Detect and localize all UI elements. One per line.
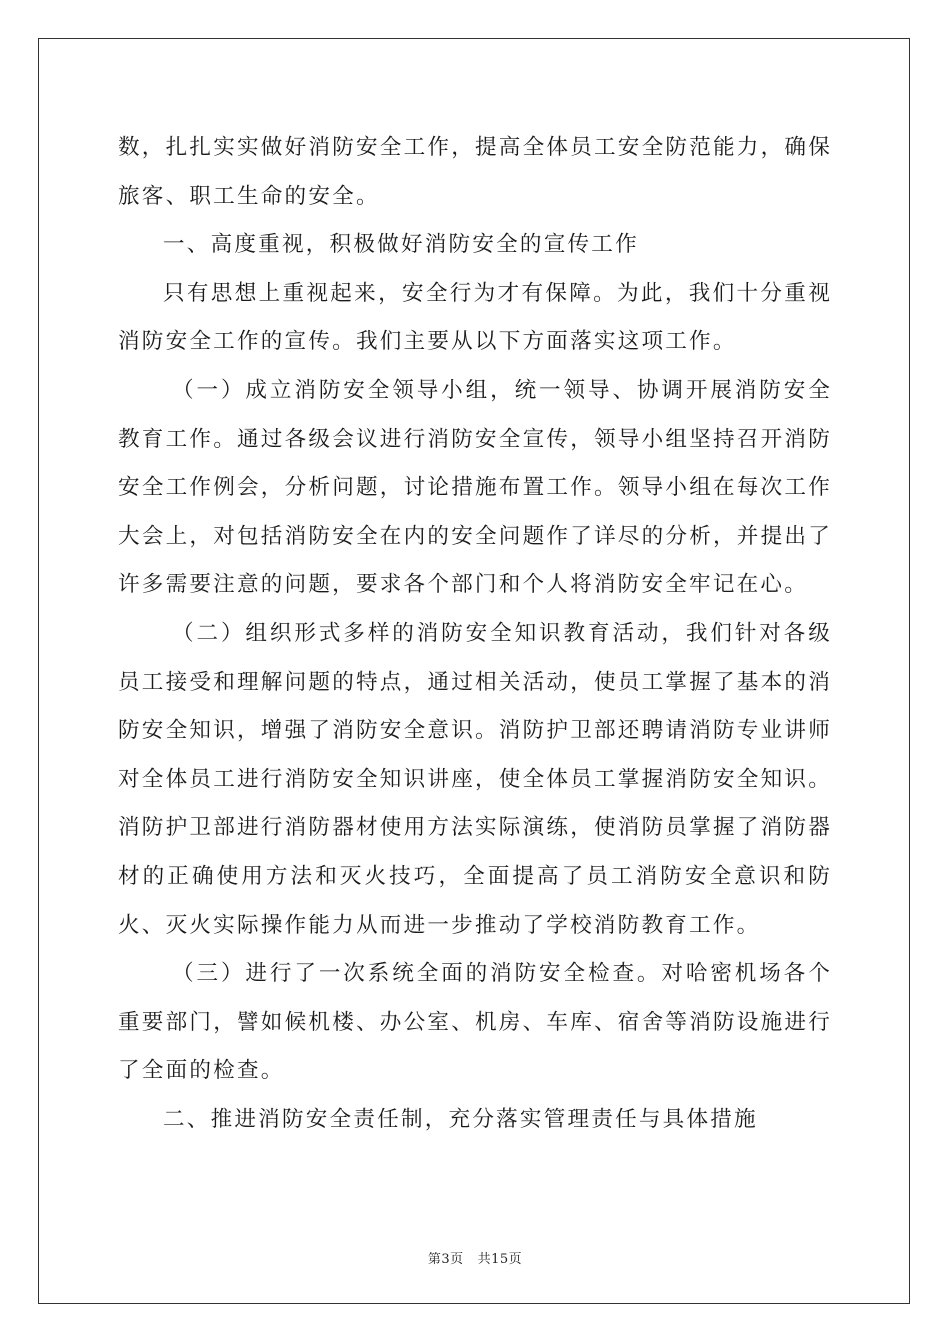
paragraph-continuation: 数，扎扎实实做好消防安全工作，提高全体员工安全防范能力，确保旅客、职工生命的安全。 xyxy=(118,135,832,209)
document-body xyxy=(118,124,832,1144)
page-footer xyxy=(0,1248,950,1267)
subsection-3: （三）进行了一次系统全面的消防安全检查。对哈密机场各个重要部门，譬如候机楼、办公室、机房、车库、宿舍等消防设施进行了全面的检查。 xyxy=(118,961,832,1084)
section-heading-2: 二、推进消防安全责任制，充分落实管理责任与具体措施 xyxy=(163,1106,758,1132)
section-heading-1: 一、高度重视，积极做好消防安全的宣传工作 xyxy=(163,232,639,258)
paragraph: 只有思想上重视起来，安全行为才有保障。为此，我们十分重视消防安全工作的宣传。我们主要从以下方面落实这项工作。 xyxy=(118,280,832,355)
page-number-current: 第3页 xyxy=(427,1252,464,1267)
subsection-1: （一）成立消防安全领导小组，统一领导、协调开展消防安全教育工作。通过各级会议进行消防安全宣传，领导小组坚持召开消防安全工作例会，分析问题，讨论措施布置工作。领导小组在每次工作大会上，对包括消防安全在内的安全问题作了详尽的分析，并提出了许多需要注意的问题，要求各个部门和个人将消防安全牢记在心。 xyxy=(118,377,832,598)
page-number-total: 共15页 xyxy=(477,1252,523,1267)
subsection-2: （二）组织形式多样的消防安全知识教育活动，我们针对各级员工接受和理解问题的特点，通过相关活动，使员工掌握了基本的消防安全知识，增强了消防安全意识。消防护卫部还聘请消防专业讲师对全体员工进行消防安全知识讲座，使全体员工掌握消防安全知识。消防护卫部进行消防器材使用方法实际演练，使消防员掌握了消防器材的正确使用方法和灭火技巧，全面提高了员工消防安全意识和防火、灭火实际操作能力从而进一步推动了学校消防教育工作。 xyxy=(118,620,832,938)
